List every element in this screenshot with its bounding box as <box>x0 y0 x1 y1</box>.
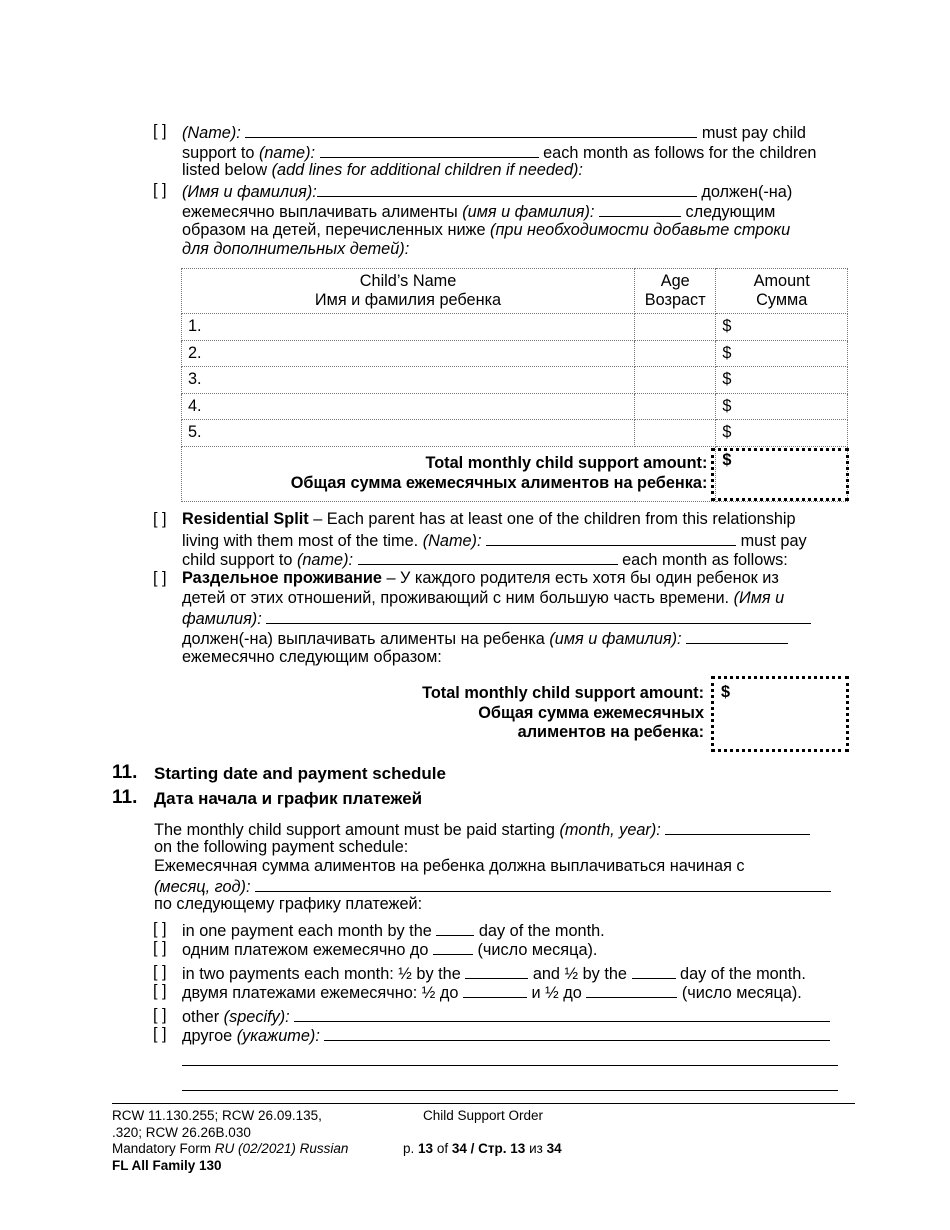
table-row <box>182 420 848 447</box>
table-header-row <box>182 269 848 314</box>
child-age-cell[interactable] <box>635 367 716 394</box>
split-text1: – Each parent has at least one of the children from this relationship <box>313 510 796 528</box>
split-total-currency: $ <box>721 683 731 701</box>
opt2-en-b: and ½ by the <box>532 965 627 983</box>
opt2-checkbox-ru[interactable]: [ ] <box>153 982 167 1000</box>
child-name-cell[interactable]: 4. <box>182 393 635 420</box>
opt2-ru-day1-field[interactable] <box>463 982 527 998</box>
opt3-en: other <box>182 1008 220 1026</box>
split-ru-payor-name-field[interactable] <box>266 608 811 624</box>
child-amount-cell[interactable]: $ <box>716 393 848 420</box>
opt2-ru-b: и ½ до <box>531 984 582 1002</box>
sole-en-line1 <box>182 122 806 144</box>
opt1-en-b: day of the month. <box>478 922 605 940</box>
ru-payor-name-field[interactable] <box>317 181 697 197</box>
split-total-label <box>300 684 704 743</box>
blank-line-1[interactable] <box>182 1065 838 1066</box>
page-of: of <box>436 1141 449 1156</box>
split-each-month: each month as follows: <box>622 551 788 569</box>
opt2-ru-a: двумя платежами ежемесячно: ½ до <box>182 984 459 1002</box>
col-amount-en: Amount <box>753 272 810 290</box>
ru-name-label-2: (имя и фамилия): <box>462 203 595 221</box>
split-total-en: Total monthly child support amount: <box>422 684 704 702</box>
add-lines-text: (add lines for additional children if needed): <box>271 161 583 179</box>
split-checkbox-ru[interactable]: [ ] <box>153 569 167 587</box>
child-amount-cell[interactable]: $ <box>716 367 848 394</box>
opt1-ru-a: одним платежом ежемесячно до <box>182 941 429 959</box>
footer-page-number <box>403 1141 562 1158</box>
footer-mandatory-line <box>112 1141 348 1158</box>
child-name-cell[interactable]: 1. <box>182 314 635 341</box>
table-row <box>182 367 848 394</box>
opt3-checkbox-ru[interactable]: [ ] <box>153 1025 167 1043</box>
child-age-cell[interactable] <box>635 420 716 447</box>
page-total: 34 <box>451 1141 467 1156</box>
ru-must-pay-text: должен(-на) <box>701 183 793 201</box>
split-name-label-2: (name): <box>296 551 354 569</box>
sole-checkbox-en[interactable]: [ ] <box>153 122 167 140</box>
split-ru-payee-name-field[interactable] <box>686 628 788 644</box>
child-name-cell[interactable]: 2. <box>182 340 635 367</box>
split-en-line3 <box>182 549 788 571</box>
ru-month-year-label: (месяц, год): <box>154 878 251 896</box>
opt3-checkbox-en[interactable]: [ ] <box>153 1006 167 1024</box>
split-title-en: Residential Split <box>182 510 309 528</box>
start-date-field[interactable] <box>665 819 810 835</box>
opt1-ru-line <box>182 939 597 961</box>
split-ru-line1 <box>182 569 779 589</box>
split-ru-name-label-a: (Имя и <box>733 589 785 607</box>
section-title-en: Starting date and payment schedule <box>154 764 446 783</box>
opt2-day2-field[interactable] <box>632 963 676 979</box>
child-age-cell[interactable] <box>635 393 716 420</box>
page-sep: / Стр. <box>470 1141 507 1156</box>
page-num: 13 <box>418 1141 434 1156</box>
col-age-ru: Возраст <box>644 291 706 309</box>
col-age-en: Age <box>660 272 690 290</box>
support-to-text: support to <box>182 144 255 162</box>
payee-name-field[interactable] <box>320 142 539 158</box>
split-name-label: (Name): <box>422 532 482 550</box>
child-name-cell[interactable]: 5. <box>182 420 635 447</box>
split-ru-monthly: ежемесячно следующим образом: <box>182 648 442 666</box>
opt3-ru-other-field[interactable] <box>324 1025 830 1041</box>
table-row <box>182 314 848 341</box>
split-ru-name-label-2: (имя и фамилия): <box>549 630 682 648</box>
opt2-checkbox-en[interactable]: [ ] <box>153 963 167 981</box>
page-total-ru: 34 <box>546 1141 562 1156</box>
footer-rcw2: .320; RCW 26.26B.030 <box>112 1124 251 1140</box>
ru-way-text: образом на детей, перечисленных ниже <box>182 221 486 239</box>
section-number-en: 11. <box>112 762 138 783</box>
col-age <box>635 269 716 314</box>
split-payee-name-field[interactable] <box>358 549 618 565</box>
split-text2: living with them most of the time. <box>182 532 419 550</box>
ru-monthly-pay-text: ежемесячно выплачивать алименты <box>182 203 458 221</box>
table-row <box>182 393 848 420</box>
split-ru-line4 <box>182 628 788 650</box>
listed-below-text: listed below <box>182 161 268 179</box>
child-amount-cell[interactable]: $ <box>716 340 848 367</box>
footer-left <box>112 1108 348 1174</box>
section-number-ru: 11. <box>112 787 138 808</box>
payor-name-field[interactable] <box>245 122 697 138</box>
split-total-ru-1: Общая сумма ежемесячных <box>478 703 704 722</box>
opt2-day1-field[interactable] <box>465 963 528 979</box>
start-ru-line1: Ежемесячная сумма алиментов на ребенка должна выплачиваться начиная с <box>154 857 745 875</box>
sole-checkbox-ru[interactable]: [ ] <box>153 181 167 199</box>
split-ru-line2 <box>182 589 784 609</box>
opt3-en-spec: (specify): <box>223 1008 290 1026</box>
total-amount-box <box>711 448 849 501</box>
footer-mandatory: Mandatory Form <box>112 1141 212 1156</box>
ru-add-lines-2: для дополнительных детей): <box>182 240 410 258</box>
split-must-pay: must pay <box>740 532 807 550</box>
total-label-cell <box>182 446 716 501</box>
opt1-ru-day-field[interactable] <box>433 939 473 955</box>
footer-rcw1: RCW 11.130.255; RCW 26.09.135, <box>112 1108 322 1123</box>
name-label: (Name): <box>182 124 241 142</box>
page-of-ru: из <box>529 1141 543 1156</box>
opt1-day-field[interactable] <box>436 920 474 936</box>
child-age-cell[interactable] <box>635 340 716 367</box>
split-title-ru: Раздельное проживание <box>182 569 382 587</box>
page-num-ru: 13 <box>510 1141 526 1156</box>
opt2-en-a: in two payments each month: ½ by the <box>182 965 461 983</box>
sole-en-line3 <box>182 161 583 181</box>
sole-ru-line1 <box>182 181 792 203</box>
opt3-ru-line <box>182 1025 830 1047</box>
opt1-ru-b: (число месяца). <box>477 941 598 959</box>
split-ru-line3 <box>182 608 811 630</box>
sole-ru-line4 <box>182 240 409 260</box>
ru-name-label: (Имя и фамилия): <box>182 183 317 201</box>
split-ru-name-label-b: фамилия): <box>182 610 262 628</box>
ru-start-date-field[interactable] <box>255 876 831 892</box>
opt2-en-c: day of the month. <box>680 965 806 983</box>
opt1-checkbox-ru[interactable]: [ ] <box>153 939 167 957</box>
sole-ru-line2 <box>182 201 775 223</box>
section-title-ru: Дата начала и график платежей <box>154 789 423 808</box>
split-ru-must-pay: должен(-на) выплачивать алименты на ребенка <box>182 630 545 648</box>
split-payor-name-field[interactable] <box>486 530 736 546</box>
split-ru-text2: детей от этих отношений, проживающий с ним большую часть времени. <box>182 589 730 607</box>
total-label-en: Total monthly child support amount: <box>425 454 708 472</box>
page-p: p. <box>403 1141 415 1156</box>
start-ru-line3: по следующему графику платежей: <box>154 895 423 913</box>
opt3-ru-spec: (укажите): <box>236 1027 320 1045</box>
footer-doc-title: Child Support Order <box>423 1108 544 1123</box>
split-en-line1 <box>182 510 796 530</box>
each-month-text: each month as follows for the children <box>543 144 817 162</box>
child-amount-cell[interactable]: $ <box>716 420 848 447</box>
opt3-other-field[interactable] <box>294 1006 830 1022</box>
footer-divider <box>112 1103 855 1104</box>
child-amount-cell[interactable]: $ <box>716 314 848 341</box>
table-row <box>182 340 848 367</box>
start-en-line2: on the following payment schedule: <box>154 838 409 856</box>
child-age-cell[interactable] <box>635 314 716 341</box>
footer-form-version: RU (02/2021) Russian <box>214 1141 349 1156</box>
total-amount-cell[interactable]: $ <box>716 446 848 501</box>
split-checkbox-en[interactable]: [ ] <box>153 510 167 528</box>
opt2-ru-day2-field[interactable] <box>586 982 677 998</box>
sole-ru-line3 <box>182 221 790 241</box>
must-pay-text: must pay child <box>701 124 806 142</box>
start-en-text: The monthly child support amount must be paid starting <box>154 821 555 839</box>
col-child-name-en: Child’s Name <box>359 272 457 290</box>
opt1-en-a: in one payment each month by the <box>182 922 432 940</box>
split-support-to: child support to <box>182 551 293 569</box>
ru-payee-name-field[interactable] <box>599 201 681 217</box>
blank-line-2[interactable] <box>182 1090 838 1091</box>
col-amount <box>716 269 848 314</box>
col-amount-ru: Сумма <box>756 291 808 309</box>
split-total-box[interactable] <box>711 676 849 752</box>
ru-add-lines-1: (при необходимости добавьте строки <box>490 221 791 239</box>
child-name-cell[interactable]: 3. <box>182 367 635 394</box>
col-child-name <box>182 269 635 314</box>
footer-form-id: FL All Family 130 <box>112 1157 222 1173</box>
opt3-ru: другое <box>182 1027 233 1045</box>
total-label-ru: Общая сумма ежемесячных алиментов на ребенка: <box>290 473 708 492</box>
split-total-ru-2: алиментов на ребенка: <box>517 723 704 741</box>
ru-following-text: следующим <box>685 203 776 221</box>
split-ru-line5 <box>182 648 442 668</box>
month-year-label: (month, year): <box>559 821 661 839</box>
split-ru-text1: – У каждого родителя есть хотя бы один ребенок из <box>386 569 779 587</box>
opt2-ru-line <box>182 982 802 1004</box>
opt1-checkbox-en[interactable]: [ ] <box>153 920 167 938</box>
name-label-2: (name): <box>258 144 316 162</box>
col-child-name-ru: Имя и фамилия ребенка <box>314 291 502 309</box>
opt2-ru-c: (число месяца). <box>681 984 802 1002</box>
